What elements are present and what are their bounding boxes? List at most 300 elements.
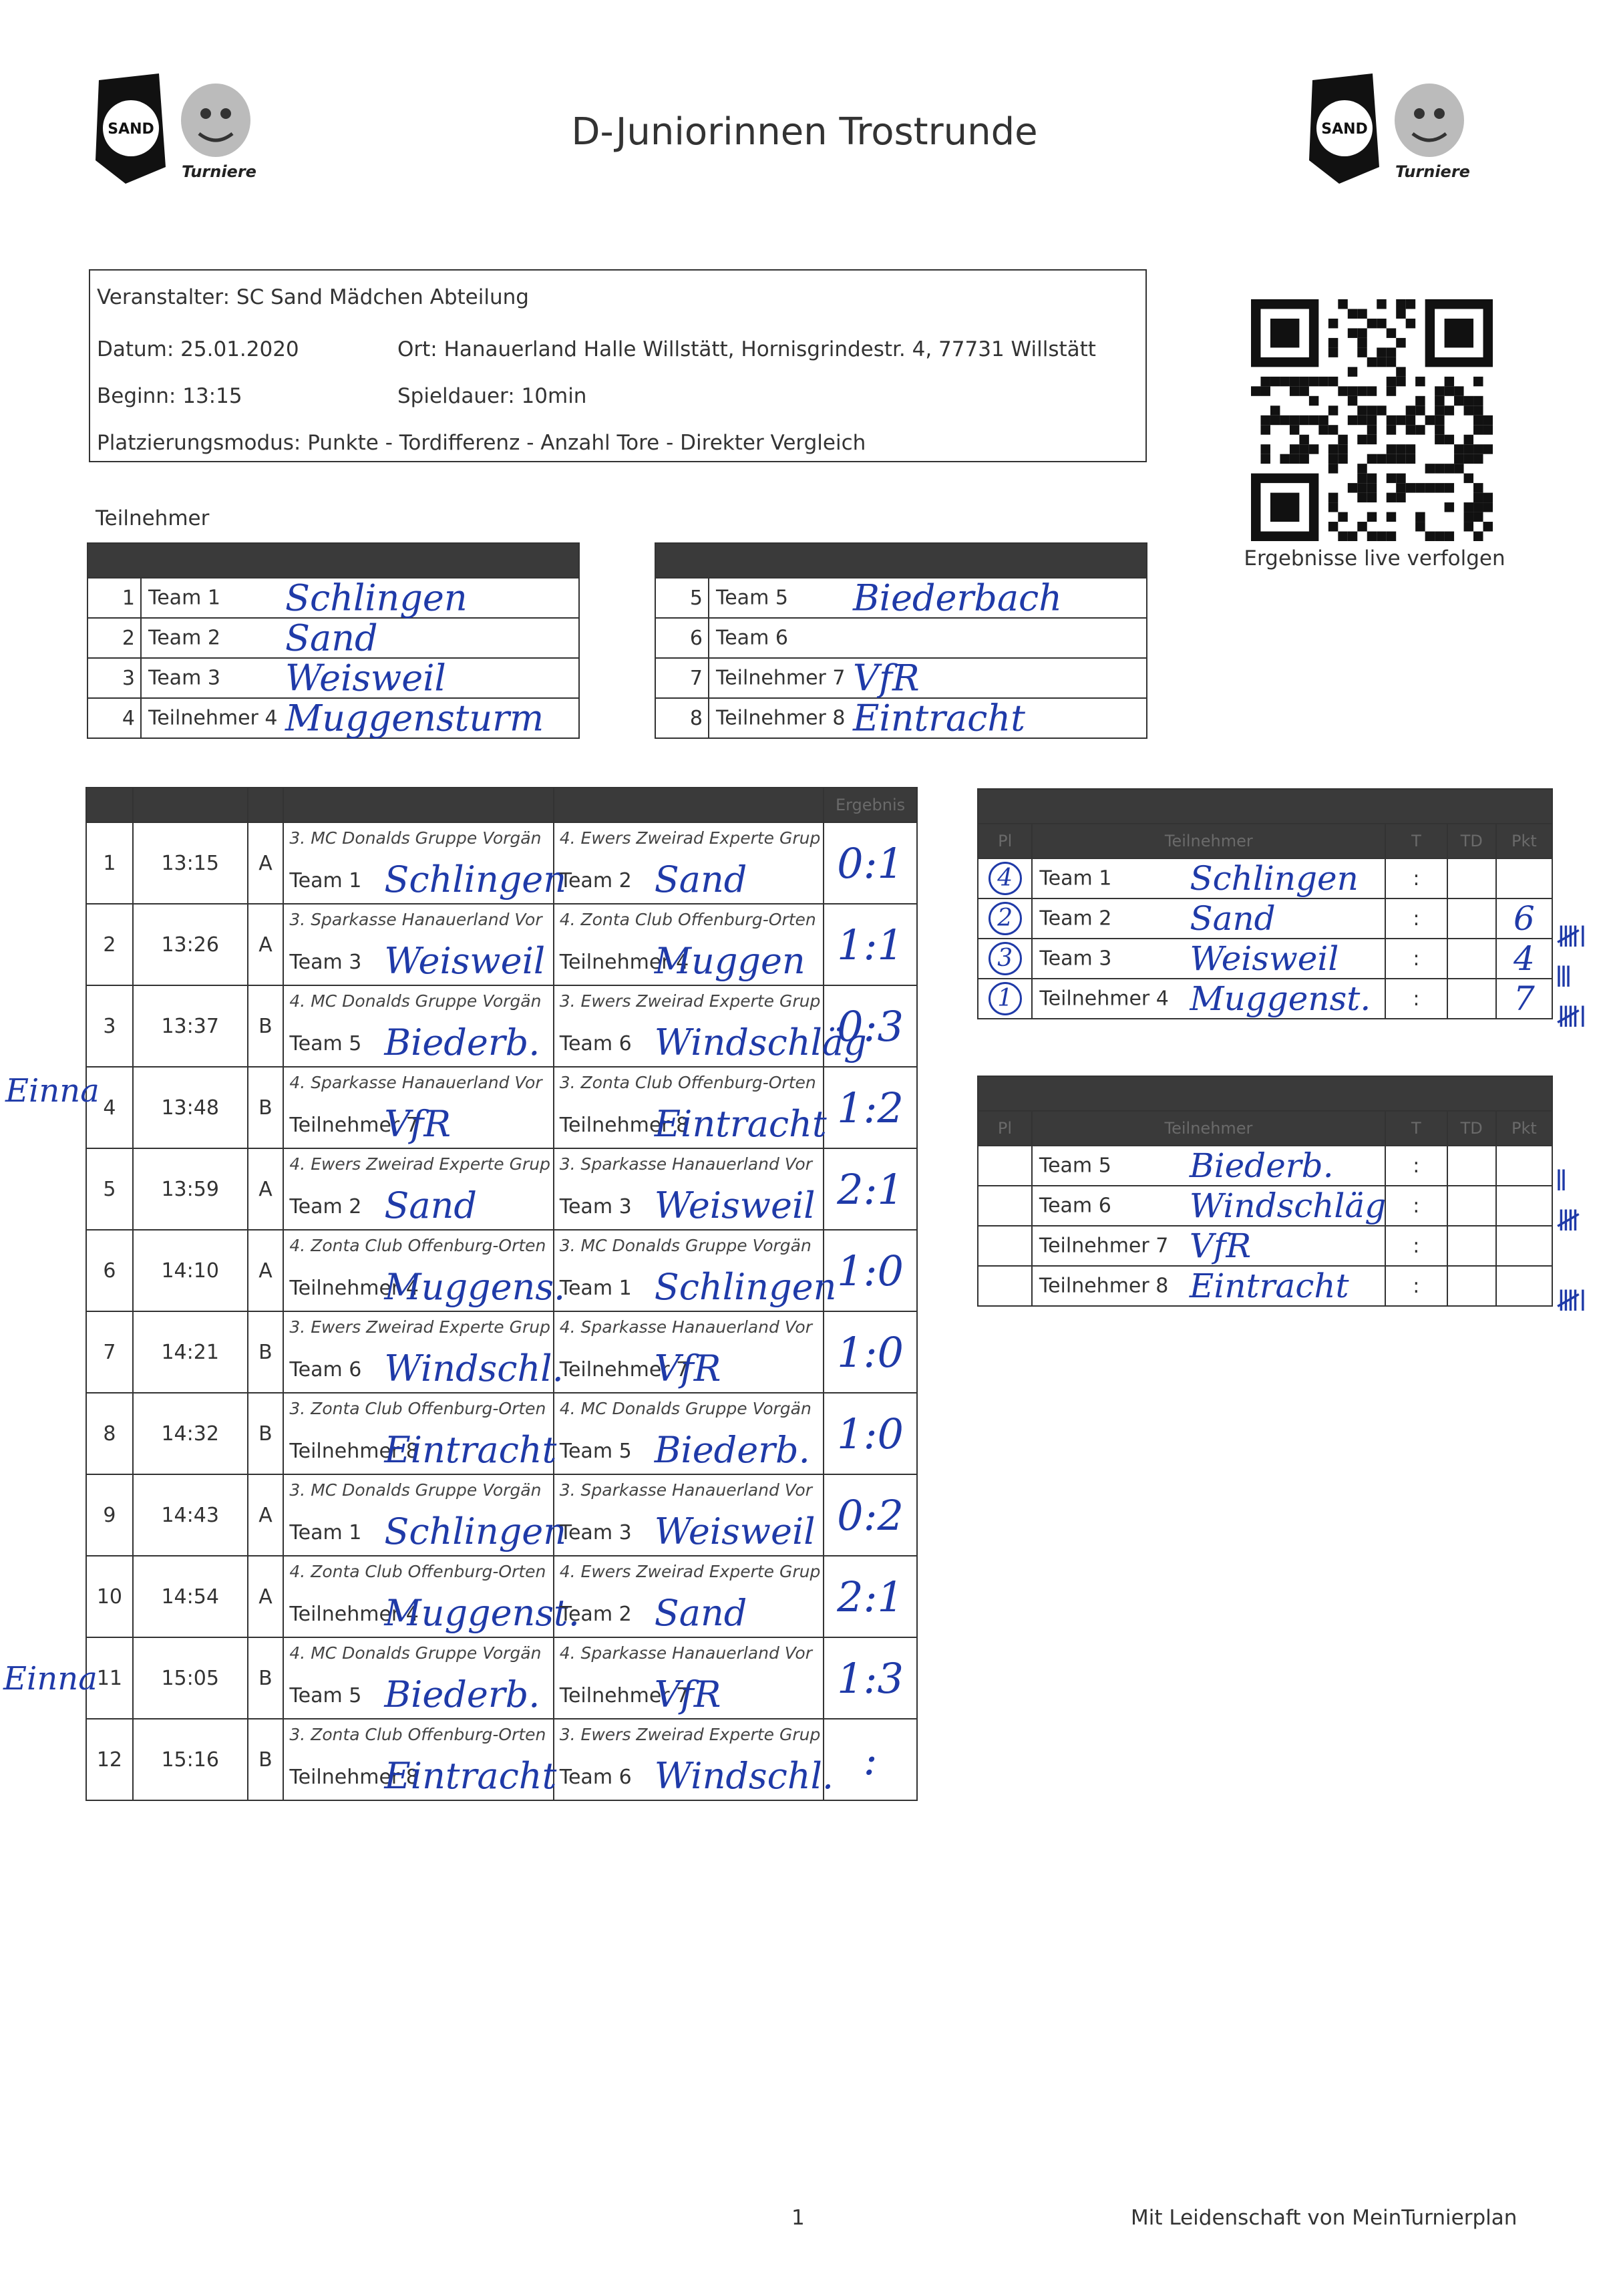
team-handwritten: Schlingen [384,858,567,900]
participant-number: 2 [87,618,141,658]
standing-handwritten: Windschläg [1189,1186,1387,1225]
standings-row [978,1186,1552,1226]
standing-place [978,1266,1032,1306]
standing-team [1032,939,1385,979]
standing-goals: : [1385,979,1447,1019]
participant-handwritten: Biederbach [853,577,1063,619]
team-handwritten: Eintracht [654,1103,827,1145]
sponsor-label: 4. Sparkasse Hanauerland Vor [559,1317,812,1337]
team-handwritten: Weisweil [654,1184,816,1226]
standing-points [1496,1266,1552,1306]
standing-team-name: Team 1 [1039,866,1112,890]
participant-row [655,658,1147,698]
logo-caption-right: Turniere [1395,162,1470,181]
participant-cell [141,578,579,618]
standings-row [978,1226,1552,1266]
match-team-1 [283,1148,553,1230]
sponsor-label: 3. MC Donalds Gruppe Vorgän [289,1480,542,1500]
match-row [86,1556,917,1637]
participant-name: Teilnehmer 4 [148,706,278,730]
footer-credit: Mit Leidenschaft von MeinTurnierplan [1131,2206,1517,2230]
participants-table-a [87,542,580,739]
sponsor-label: 4. Zonta Club Offenburg-Orten [289,1236,546,1255]
participants-b-header [655,543,1147,578]
standing-diff [1447,979,1496,1019]
result-handwritten: 0:1 [837,838,904,888]
match-team-2 [554,1556,824,1637]
participant-handwritten: Schlingen [285,577,468,619]
standing-points [1496,1146,1552,1186]
tally-mark: 𝍪 [1556,1164,1566,1198]
match-result [824,1311,917,1393]
match-row [86,1067,917,1148]
match-group: B [248,1067,284,1148]
standing-team [1032,858,1385,898]
team-label: Teilnehmer 8 [289,1766,419,1789]
sponsor-label: 3. Sparkasse Hanauerland Vor [289,910,542,929]
match-team-2 [554,822,824,904]
standing-team [1032,898,1385,939]
participant-number: 8 [655,698,709,738]
match-result [824,985,917,1067]
match-group: B [248,1719,284,1800]
team-handwritten: Muggenst. [384,1592,580,1634]
sponsor-label: 3. MC Donalds Gruppe Vorgän [289,828,542,848]
pkt-header: Pkt [1496,824,1552,858]
sponsor-label: 4. MC Donalds Gruppe Vorgän [289,1643,542,1663]
team-label: Teilnehmer 8 [289,1440,419,1463]
matches-table [85,787,918,1801]
participant-name: Teilnehmer 7 [716,666,846,690]
team-label: Team 3 [289,951,362,974]
margin-note-match-11: Einna [3,1660,98,1697]
participant-row [655,618,1147,658]
match-team-2 [554,1311,824,1393]
match-group: A [248,1148,284,1230]
match-time: 14:54 [133,1556,248,1637]
participant-cell [141,698,579,738]
team-handwritten: Windschläg [654,1021,867,1063]
ranking-mode: Platzierungsmodus: Punkte - Tordifferenz - Anzahl Tore - Direkter Vergleich [97,431,866,455]
participant-number: 4 [87,698,141,738]
sponsor-label: 3. Zonta Club Offenburg-Orten [289,1725,546,1744]
match-team-1 [283,985,553,1067]
standing-place [978,1186,1032,1226]
logo-text-right: SAND [1321,121,1368,138]
match-result [824,1393,917,1474]
sponsor-label: 3. MC Donalds Gruppe Vorgän [559,1236,812,1255]
participant-name: Team 2 [148,626,220,650]
match-number: 2 [86,904,133,985]
match-row [86,822,917,904]
standing-place [978,1146,1032,1186]
team-handwritten: Windschl. [654,1755,834,1797]
team-handwritten: Sand [384,1184,477,1226]
match-number: 8 [86,1393,133,1474]
match-number: 5 [86,1148,133,1230]
participant-name: Teilnehmer 8 [716,706,846,730]
match-result [824,904,917,985]
match-time: 15:05 [133,1637,248,1719]
sponsor-label: 4. Zonta Club Offenburg-Orten [559,910,816,929]
standing-handwritten: Weisweil [1190,939,1339,978]
t-header: T [1385,824,1447,858]
sponsor-label: 4. Sparkasse Hanauerland Vor [559,1643,812,1663]
sponsor-label: 4. MC Donalds Gruppe Vorgän [289,991,542,1011]
standing-goals: : [1385,1226,1447,1266]
standing-team-name: Team 5 [1039,1154,1111,1178]
standing-team [1032,1146,1385,1186]
td-header: TD [1447,824,1496,858]
match-team-1 [283,1719,557,1800]
t-header-b: T [1385,1111,1447,1146]
qr-code[interactable] [1251,299,1493,541]
match-group: A [248,904,284,985]
place-circled: 1 [989,982,1022,1015]
participant-cell [709,658,1147,698]
sponsor-label: 3. Sparkasse Hanauerland Vor [559,1154,812,1174]
match-result [824,1067,917,1148]
sponsor-label: 3. Zonta Club Offenburg-Orten [559,1073,816,1092]
participant-number: 5 [655,578,709,618]
team-handwritten: VfR [654,1673,721,1715]
team-handwritten: Sand [654,1592,747,1634]
sponsor-label: 4. Ewers Zweirad Experte Grup [289,1154,550,1174]
participant-row [655,578,1147,618]
participant-handwritten: Weisweil [285,657,446,699]
standing-diff [1447,939,1496,979]
match-result [824,1556,917,1637]
standing-team-name: Team 2 [1039,907,1112,931]
team-label: Team 5 [289,1032,362,1055]
standing-goals: : [1385,1266,1447,1306]
standing-place [978,979,1032,1019]
match-number: 4 [86,1067,133,1148]
standing-team [1032,1266,1385,1306]
participant-row [655,698,1147,738]
standings-table-b [977,1076,1553,1307]
team-label: Teilnehmer 4 [559,951,689,974]
standing-handwritten: VfR [1189,1226,1252,1265]
match-team-1 [283,1311,564,1393]
location: Ort: Hanauerland Halle Willstätt, Hornisgrindestr. 4, 77731 Willstätt [397,337,1096,361]
place-circled: 4 [989,862,1022,895]
standings-row [978,939,1552,979]
participant-cell [141,618,579,658]
place-circled: 3 [989,942,1022,975]
standing-diff [1447,1146,1496,1186]
team-label: Team 1 [559,1277,632,1300]
tally-mark: 𝍸 [1556,1204,1580,1238]
team-label: Team 6 [559,1032,632,1055]
match-team-1 [283,1556,580,1637]
match-row [86,904,917,985]
match-result [824,1719,917,1800]
team-handwritten: Muggen [654,940,806,982]
date: Datum: 25.01.2020 [97,337,299,361]
team-handwritten: Biederb. [384,1673,540,1715]
page-number: 1 [791,2206,805,2230]
standing-diff [1447,858,1496,898]
team-label: Teilnehmer 4 [289,1277,419,1300]
sponsor-label: 3. Ewers Zweirad Experte Grup [559,1725,821,1744]
logo-text-left: SAND [108,121,154,138]
standing-handwritten: Sand [1190,899,1276,938]
match-time: 13:26 [133,904,248,985]
match-time: 13:15 [133,822,248,904]
match-number: 6 [86,1230,133,1311]
team-label: Team 6 [559,1766,632,1789]
match-time: 14:32 [133,1393,248,1474]
standing-team [1032,1226,1385,1266]
standings-row [978,858,1552,898]
match-team-1 [283,1393,557,1474]
match-row [86,1474,917,1556]
result-handwritten: 1:3 [837,1653,904,1703]
standing-handwritten: Eintracht [1189,1267,1349,1305]
participant-handwritten: Muggensturm [285,697,544,740]
participant-row [87,658,579,698]
standing-goals: : [1385,898,1447,939]
standing-goals: : [1385,1146,1447,1186]
start-time: Beginn: 13:15 [97,384,242,408]
standing-goals: : [1385,939,1447,979]
sponsor-label: 4. Ewers Zweirad Experte Grup [559,828,821,848]
standing-team [1032,1186,1385,1226]
match-group: A [248,822,284,904]
team-label: Teilnehmer 7 [289,1114,419,1137]
participant-row [87,698,579,738]
team-header-b: Teilnehmer [1032,1111,1385,1146]
team-label: Team 6 [289,1358,362,1381]
team-header: Teilnehmer [1032,824,1385,858]
match-result [824,822,917,904]
team-label: Team 2 [289,1195,362,1218]
result-handwritten: : [863,1735,878,1784]
standing-points [1496,1186,1552,1226]
match-time: 14:21 [133,1311,248,1393]
club-logo-left [85,67,266,187]
match-number: 9 [86,1474,133,1556]
team-handwritten: Eintracht [384,1755,557,1797]
result-handwritten: 1:2 [837,1083,904,1132]
participant-row [87,618,579,658]
match-team-1 [283,822,567,904]
match-group: B [248,1393,284,1474]
match-group: B [248,1311,284,1393]
result-header: Ergebnis [824,788,917,822]
duration: Spieldauer: 10min [397,384,587,408]
match-number: 10 [86,1556,133,1637]
result-handwritten: 2:1 [837,1572,904,1621]
standing-place [978,1226,1032,1266]
standings-row [978,1266,1552,1306]
match-team-1 [283,1637,553,1719]
match-number: 3 [86,985,133,1067]
team-label: Team 3 [559,1195,632,1218]
match-time: 13:59 [133,1148,248,1230]
team-handwritten: Weisweil [384,940,546,982]
match-row [86,985,917,1067]
standing-place [978,858,1032,898]
tally-mark: 𝍫 [1556,960,1571,994]
team-label: Team 3 [559,1521,632,1544]
pl-header: Pl [978,824,1032,858]
team-handwritten: Weisweil [654,1510,816,1552]
match-number: 7 [86,1311,133,1393]
participant-name: Team 6 [716,626,788,650]
standings-row [978,1146,1552,1186]
standings-table-a [977,788,1553,1019]
participant-number: 6 [655,618,709,658]
participant-name: Team 5 [716,586,788,610]
team-handwritten: Biederb. [654,1429,810,1471]
team-label: Team 2 [559,1603,632,1626]
participants-table-b [655,542,1147,739]
participant-number: 7 [655,658,709,698]
result-handwritten: 1:0 [837,1327,904,1377]
match-result [824,1637,917,1719]
pl-header-b: Pl [978,1111,1032,1146]
standing-points: 6 [1496,898,1552,939]
sponsor-label: 3. Sparkasse Hanauerland Vor [559,1480,812,1500]
match-number: 11 [86,1637,133,1719]
participant-cell [709,698,1147,738]
place-circled: 2 [989,902,1022,935]
pkt-header-b: Pkt [1496,1111,1552,1146]
standing-points: 4 [1496,939,1552,979]
standings-row [978,898,1552,939]
standing-handwritten: Biederb. [1189,1146,1334,1185]
participant-name: Team 1 [148,586,220,610]
match-result [824,1474,917,1556]
standing-goals: : [1385,1186,1447,1226]
match-team-2 [554,1230,837,1311]
team-handwritten: VfR [654,1347,721,1389]
team-handwritten: Schlingen [654,1266,837,1308]
sponsor-label: 3. Ewers Zweirad Experte Grup [559,991,821,1011]
standing-points [1496,858,1552,898]
match-group: B [248,1637,284,1719]
result-handwritten: 2:1 [837,1164,904,1214]
match-team-1 [283,1067,553,1148]
team-label: Teilnehmer 8 [559,1114,689,1137]
participant-cell [141,658,579,698]
match-time: 14:43 [133,1474,248,1556]
result-handwritten: 1:0 [837,1409,904,1458]
match-team-1 [283,1230,566,1311]
match-time: 15:16 [133,1719,248,1800]
team-handwritten: VfR [384,1103,452,1145]
participant-handwritten: VfR [853,657,920,699]
team-label: Teilnehmer 7 [559,1684,689,1707]
sponsor-label: 4. Sparkasse Hanauerland Vor [289,1073,542,1092]
participant-handwritten: Eintracht [853,697,1025,740]
sponsor-label: 4. MC Donalds Gruppe Vorgän [559,1399,812,1418]
result-handwritten: 1:1 [837,920,904,969]
standing-team-name: Team 3 [1039,947,1112,971]
team-handwritten: Eintracht [384,1429,557,1471]
match-team-2 [554,1393,824,1474]
match-result [824,1148,917,1230]
qr-caption: Ergebnisse live verfolgen [1244,546,1505,570]
standing-diff [1447,1266,1496,1306]
match-time: 13:37 [133,985,248,1067]
match-team-2 [554,1148,824,1230]
standing-team-name: Teilnehmer 8 [1039,1274,1169,1298]
standing-place [978,898,1032,939]
sponsor-label: 4. Zonta Club Offenburg-Orten [289,1562,546,1581]
team-label: Team 1 [289,1521,362,1544]
sponsor-label: 4. Ewers Zweirad Experte Grup [559,1562,821,1581]
participant-handwritten: Sand [285,617,378,659]
team-handwritten: Sand [654,858,747,900]
standing-place [978,939,1032,979]
match-group: A [248,1230,284,1311]
match-time: 14:10 [133,1230,248,1311]
participant-cell [709,578,1147,618]
match-team-2 [554,1637,824,1719]
team-handwritten: Muggens. [384,1266,566,1308]
match-group: A [248,1474,284,1556]
participant-number: 3 [87,658,141,698]
participant-row [87,578,579,618]
participant-number: 1 [87,578,141,618]
logo-caption-left: Turniere [182,162,256,181]
match-row [86,1393,917,1474]
match-group: B [248,985,284,1067]
standing-team-name: Team 6 [1039,1194,1111,1218]
match-row [86,1148,917,1230]
tally-mark: 𝍸𝍩 [1556,920,1586,954]
team-handwritten: Windschl. [384,1347,564,1389]
participants-label: Teilnehmer [96,506,210,530]
tally-mark: 𝍸𝍩 [1556,1284,1586,1318]
page-title: D-Juniorinnen Trostrunde [571,110,1038,154]
team-label: Teilnehmer 4 [289,1603,419,1626]
team-handwritten: Biederb. [384,1021,540,1063]
team-label: Team 5 [559,1440,632,1463]
standing-team [1032,979,1385,1019]
match-team-2 [554,985,867,1067]
team-handwritten: Schlingen [384,1510,567,1552]
match-team-1 [283,904,553,985]
match-row [86,1719,917,1800]
tally-mark: 𝍸𝍩 [1556,1000,1586,1034]
standings-row [978,979,1552,1019]
club-logo-right [1299,67,1479,187]
standing-goals: : [1385,858,1447,898]
team-label: Teilnehmer 7 [559,1358,689,1381]
standing-diff [1447,1226,1496,1266]
participants-a-header [87,543,579,578]
standing-diff [1447,1186,1496,1226]
team-label: Team 2 [559,869,632,892]
team-label: Team 1 [289,869,362,892]
match-number: 12 [86,1719,133,1800]
result-handwritten: 0:2 [837,1490,904,1540]
match-team-2 [554,904,824,985]
match-team-2 [554,1719,834,1800]
sponsor-label: 3. Zonta Club Offenburg-Orten [289,1399,546,1418]
standing-points: 7 [1496,979,1552,1019]
td-header-b: TD [1447,1111,1496,1146]
info-box [89,269,1147,462]
standing-diff [1447,898,1496,939]
sponsor-label: 3. Ewers Zweirad Experte Grup [289,1317,550,1337]
match-group: A [248,1556,284,1637]
participant-name: Team 3 [148,666,220,690]
